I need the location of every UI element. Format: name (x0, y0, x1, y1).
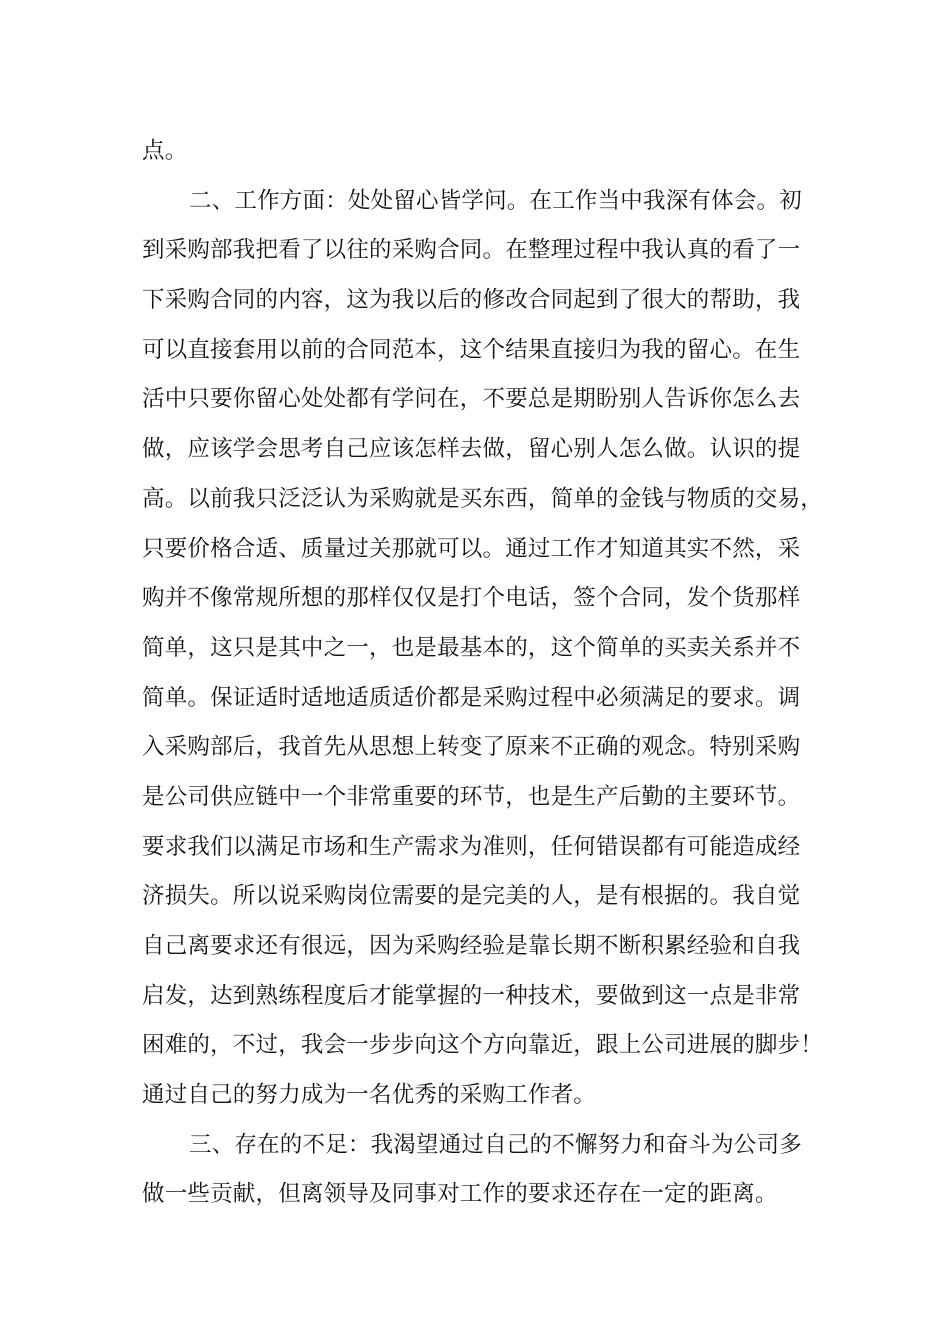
text-line: 通过自己的努力成为一名优秀的采购工作者。 (142, 1082, 597, 1109)
text-line: 简单。保证适时适地适质适价都是采购过程中必须满足的要求。调 (142, 684, 801, 711)
text-line: 可以直接套用以前的合同范本，这个结果直接归为我的留心。在生 (142, 336, 801, 363)
text-line: 二、工作方面：处处留心皆学问。在工作当中我深有体会。初 (189, 187, 802, 214)
text-line: 做一些贡献，但离领导及同事对工作的要求还存在一定的距离。 (142, 1181, 778, 1208)
body-text (142, 127, 832, 1220)
text-line: 点。 (142, 138, 188, 164)
text-line: 三、存在的不足：我渴望通过自己的不懈努力和奋斗为公司多 (189, 1131, 802, 1158)
text-line: 要求我们以满足市场和生产需求为准则，任何错误都有可能造成经 (142, 833, 801, 860)
text-line: 做，应该学会思考自己应该怎样去做，留心别人怎么做。认识的提 (142, 436, 801, 463)
text-line: 下采购合同的内容，这为我以后的修改合同起到了很大的帮助，我 (142, 287, 801, 314)
text-line: 入采购部后，我首先从思想上转变了原来不正确的观念。特别采购 (142, 734, 801, 761)
text-line: 是公司供应链中一个非常重要的环节，也是生产后勤的主要环节。 (142, 783, 801, 810)
text-line: 简单，这只是其中之一，也是最基本的，这个简单的买卖关系并不 (142, 634, 801, 661)
text-line: 只要价格合适、质量过关那就可以。通过工作才知道其实不然，采 (142, 535, 801, 562)
text-line: 困难的，不过，我会一步步向这个方向靠近，跟上公司进展的脚步！ (142, 1032, 824, 1059)
text-line: 到采购部我把看了以往的采购合同。在整理过程中我认真的看了一 (142, 237, 801, 264)
text-line: 活中只要你留心处处都有学问在，不要总是期盼别人告诉你怎么去 (142, 386, 801, 413)
text-line: 高。以前我只泛泛认为采购就是买东西，简单的金钱与物质的交易， (142, 485, 824, 512)
text-line: 济损失。所以说采购岗位需要的是完美的人，是有根据的。我自觉 (142, 883, 801, 910)
text-line: 启发，达到熟练程度后才能掌握的一种技术，要做到这一点是非常 (142, 982, 801, 1009)
text-line: 购并不像常规所想的那样仅仅是打个电话，签个合同，发个货那样 (142, 585, 801, 612)
text-line: 自己离要求还有很远，因为采购经验是靠长期不断积累经验和自我 (142, 933, 801, 959)
